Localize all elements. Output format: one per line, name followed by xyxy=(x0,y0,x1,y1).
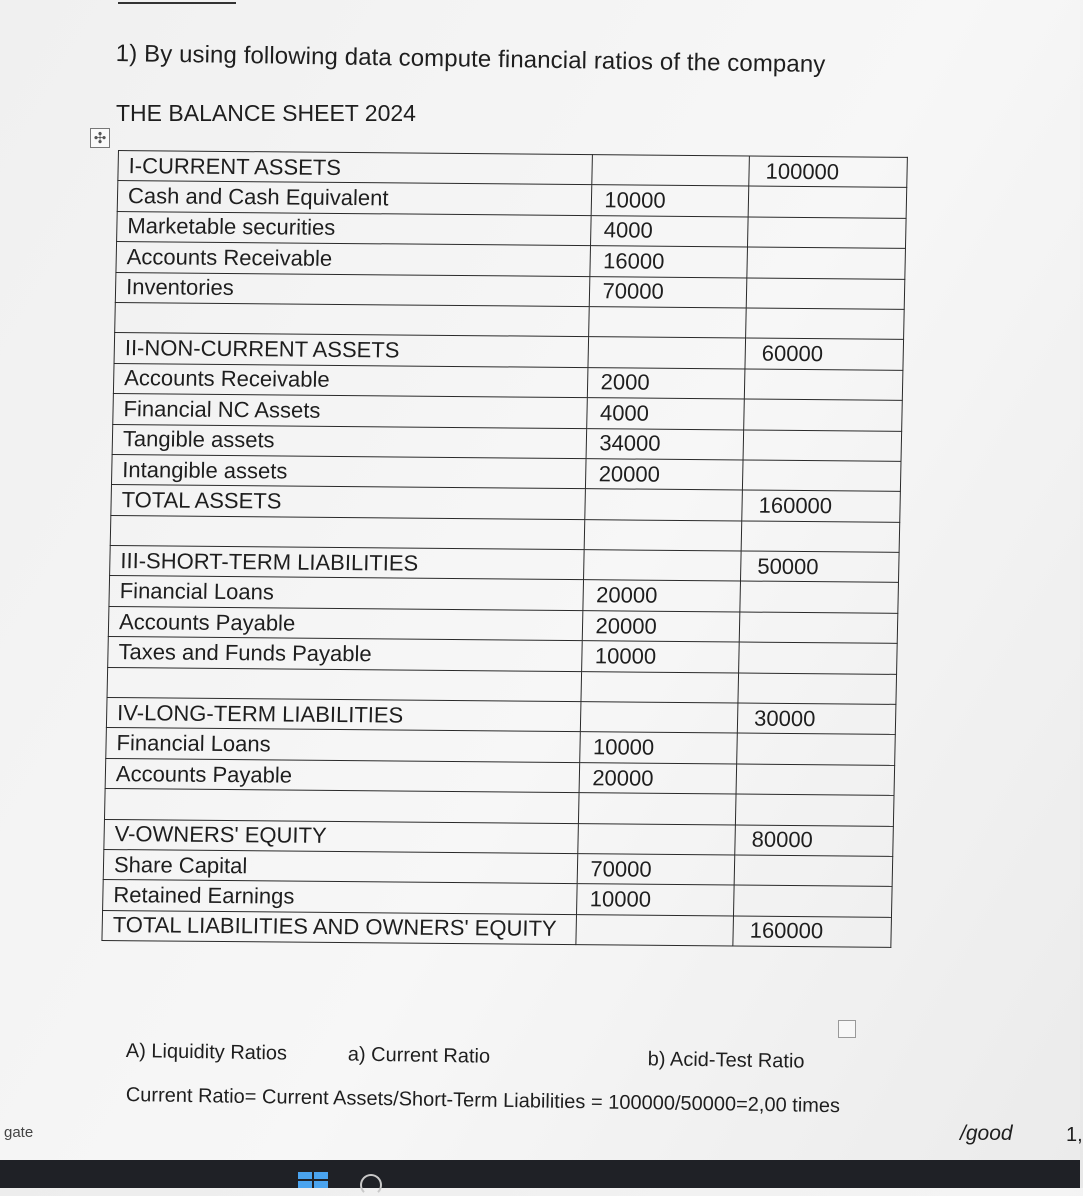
total-amount-cell[interactable]: 60000 xyxy=(745,338,904,370)
detail-amount-cell[interactable]: 10000 xyxy=(577,884,734,916)
detail-amount-cell[interactable] xyxy=(576,914,733,946)
item-label-cell[interactable]: Share Capital xyxy=(103,849,578,884)
detail-amount-cell[interactable]: 20000 xyxy=(580,762,737,794)
cut-off-heading-underline xyxy=(118,0,236,4)
detail-amount-cell[interactable] xyxy=(592,155,749,187)
table-move-handle-icon[interactable]: ✣ xyxy=(90,128,110,148)
item-label-cell[interactable] xyxy=(107,667,582,702)
acid-test-ratio-label: b) Acid-Test Ratio xyxy=(647,1048,805,1073)
total-amount-cell[interactable] xyxy=(741,521,900,553)
item-label-cell[interactable]: III-SHORT-TERM LIABILITIES xyxy=(110,546,585,581)
item-label-cell[interactable] xyxy=(104,789,579,824)
detail-amount-cell[interactable]: 4000 xyxy=(587,398,744,430)
detail-amount-cell[interactable]: 2000 xyxy=(588,367,745,399)
total-amount-cell[interactable] xyxy=(734,855,893,887)
total-amount-cell[interactable] xyxy=(744,399,903,431)
total-amount-cell[interactable] xyxy=(738,673,897,705)
balance-sheet-table xyxy=(101,150,907,948)
total-amount-cell[interactable] xyxy=(739,642,898,674)
item-label-cell[interactable]: II-NON-CURRENT ASSETS xyxy=(114,333,589,368)
detail-amount-cell[interactable] xyxy=(581,671,738,703)
item-label-cell[interactable]: Accounts Payable xyxy=(105,758,580,793)
total-amount-cell[interactable] xyxy=(746,278,905,310)
item-label-cell[interactable]: Marketable securities xyxy=(117,211,592,246)
item-label-cell[interactable]: V-OWNERS' EQUITY xyxy=(104,819,579,854)
ratios-heading: A) Liquidity Ratios xyxy=(125,1040,288,1065)
item-label-cell[interactable]: Accounts Receivable xyxy=(116,242,591,277)
table-row xyxy=(102,910,892,947)
detail-amount-cell[interactable]: 70000 xyxy=(578,854,735,886)
detail-amount-cell[interactable]: 4000 xyxy=(591,215,748,247)
current-ratio-formula: Current Ratio= Current Assets/Short-Term Liabilities = 100000/50000=2,00 times xyxy=(125,1084,841,1118)
item-label-cell[interactable]: TOTAL LIABILITIES AND OWNERS' EQUITY xyxy=(102,910,577,945)
item-label-cell[interactable]: Cash and Cash Equivalent xyxy=(117,181,592,216)
item-label-cell[interactable] xyxy=(110,515,585,550)
table-resize-handle[interactable] xyxy=(838,1020,856,1038)
item-label-cell[interactable]: Accounts Payable xyxy=(108,606,583,641)
detail-amount-cell[interactable] xyxy=(578,823,735,855)
total-amount-cell[interactable] xyxy=(734,885,893,917)
item-label-cell[interactable]: Retained Earnings xyxy=(103,880,578,915)
total-amount-cell[interactable] xyxy=(744,369,903,401)
detail-amount-cell[interactable]: 20000 xyxy=(583,610,740,642)
detail-amount-cell[interactable]: 20000 xyxy=(586,459,743,491)
total-amount-cell[interactable] xyxy=(735,794,894,826)
windows-start-icon[interactable] xyxy=(298,1172,328,1188)
detail-amount-cell[interactable]: 10000 xyxy=(580,732,737,764)
item-label-cell[interactable]: IV-LONG-TERM LIABILITIES xyxy=(106,698,581,733)
balance-sheet-table-wrapper xyxy=(101,150,907,948)
balance-sheet-title: THE BALANCE SHEET 2024 xyxy=(116,100,416,126)
total-amount-cell[interactable] xyxy=(739,612,898,644)
detail-amount-cell[interactable] xyxy=(581,702,738,734)
total-amount-cell[interactable] xyxy=(747,247,906,279)
item-label-cell[interactable] xyxy=(115,302,590,337)
total-amount-cell[interactable]: 160000 xyxy=(742,490,901,522)
detail-amount-cell[interactable] xyxy=(589,307,746,339)
item-label-cell[interactable]: TOTAL ASSETS xyxy=(111,485,586,520)
detail-amount-cell[interactable]: 16000 xyxy=(590,246,747,278)
item-label-cell[interactable]: Tangible assets xyxy=(112,424,587,459)
detail-amount-cell[interactable] xyxy=(588,337,745,369)
item-label-cell[interactable]: Inventories xyxy=(115,272,590,307)
total-amount-cell[interactable] xyxy=(740,581,899,613)
liquidity-ratios-line xyxy=(125,1040,886,1073)
detail-amount-cell[interactable]: 20000 xyxy=(583,580,740,612)
total-amount-cell[interactable]: 160000 xyxy=(733,916,892,948)
taskbar-app-icon[interactable] xyxy=(360,1174,382,1196)
taskbar xyxy=(0,1160,1080,1188)
total-amount-cell[interactable]: 100000 xyxy=(749,156,908,188)
side-label: gate xyxy=(4,1124,34,1141)
detail-amount-cell[interactable] xyxy=(579,793,736,825)
detail-amount-cell[interactable]: 10000 xyxy=(592,185,749,217)
item-label-cell[interactable]: Financial Loans xyxy=(109,576,584,611)
detail-amount-cell[interactable]: 70000 xyxy=(590,276,747,308)
detail-amount-cell[interactable] xyxy=(585,519,742,551)
total-amount-cell[interactable] xyxy=(748,186,907,218)
total-amount-cell[interactable] xyxy=(746,308,905,340)
detail-amount-cell[interactable] xyxy=(584,550,741,582)
total-amount-cell[interactable] xyxy=(748,217,907,249)
item-label-cell[interactable]: Financial Loans xyxy=(106,728,581,763)
detail-amount-cell[interactable]: 34000 xyxy=(587,428,744,460)
page-edge-text: 1, xyxy=(1066,1124,1083,1146)
detail-amount-cell[interactable] xyxy=(585,489,742,521)
item-label-cell[interactable]: Taxes and Funds Payable xyxy=(108,637,583,672)
total-amount-cell[interactable] xyxy=(743,430,902,462)
item-label-cell[interactable]: Accounts Receivable xyxy=(113,363,588,398)
total-amount-cell[interactable] xyxy=(737,733,896,765)
total-amount-cell[interactable]: 30000 xyxy=(737,703,896,735)
item-label-cell[interactable]: Financial NC Assets xyxy=(113,394,588,429)
item-label-cell[interactable]: I-CURRENT ASSETS xyxy=(118,151,593,186)
total-amount-cell[interactable]: 50000 xyxy=(741,551,900,583)
total-amount-cell[interactable]: 80000 xyxy=(735,825,894,857)
item-label-cell[interactable]: Intangible assets xyxy=(111,454,586,489)
handwritten-note: /good xyxy=(960,1122,1013,1145)
detail-amount-cell[interactable]: 10000 xyxy=(582,641,739,673)
question-text: 1) By using following data compute financial ratios of the company xyxy=(115,40,826,79)
total-amount-cell[interactable] xyxy=(736,764,895,796)
total-amount-cell[interactable] xyxy=(742,460,901,492)
current-ratio-label: a) Current Ratio xyxy=(347,1043,491,1068)
